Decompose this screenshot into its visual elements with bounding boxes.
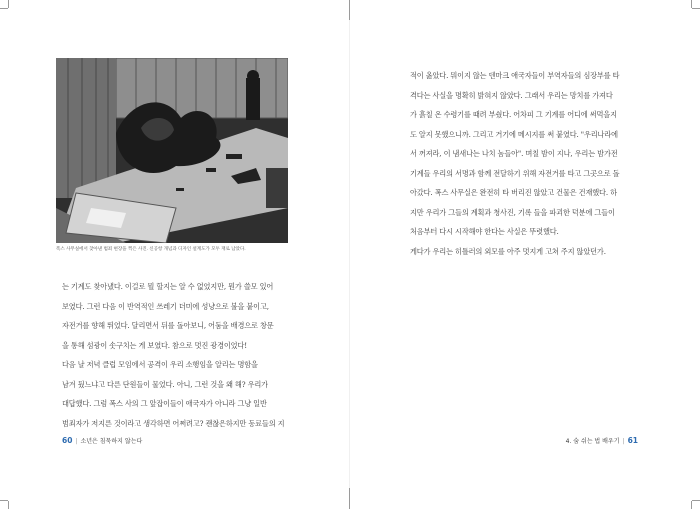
right-page bbox=[350, 0, 700, 509]
footer-separator: | bbox=[75, 438, 78, 445]
running-title: 4. 숨 쉬는 법 배우기 bbox=[565, 438, 620, 445]
left-body-text bbox=[62, 277, 308, 433]
page-number: 60 bbox=[62, 436, 73, 445]
crop-mark bbox=[349, 0, 350, 20]
crop-mark bbox=[691, 501, 692, 509]
body-line: 대답했다. 그럼 폭스 사의 그 앞잡이들이 애국자가 아니라 그냥 일반 bbox=[62, 399, 267, 408]
running-title: 소년은 침묵하지 않는다 bbox=[80, 438, 143, 445]
crop-mark bbox=[692, 500, 700, 501]
body-line: 보였다. 그런 다음 이 반역적인 쓰레기 더미에 성냥으로 불을 붙이고, bbox=[62, 301, 269, 311]
body-line: 자전거를 향해 뛰었다. 달리면서 뒤를 돌아보니, 어둠을 배경으로 창문 bbox=[62, 321, 274, 330]
photo-illustration bbox=[56, 58, 288, 243]
body-line: 아갔다. 폭스 사무실은 완전히 타 버리진 않았고 건물은 건재했다. 하 bbox=[410, 188, 617, 197]
body-line: 다음 날 저녁 클럽 모임에서 공격이 우리 소행임을 알리는 명함을 bbox=[62, 360, 258, 369]
body-line: 도 알지 못했으니까. 그리고 거기에 메시지를 써 붙였다. "우리나라에 bbox=[410, 129, 618, 139]
photo-caption: 폭스 사무실에서 찾아낸 범죄 현장을 찍은 사진. 신공항 개념과 디자인 설계도가 모두 재로 남았다. bbox=[56, 247, 246, 252]
body-line: 지만 우리가 그들의 계획과 청사진, 기록 들을 파괴한 덕분에 그들이 bbox=[410, 207, 615, 217]
right-body-text bbox=[410, 66, 652, 261]
crop-mark bbox=[349, 488, 350, 509]
crop-mark bbox=[8, 501, 9, 509]
burned-office-photo bbox=[56, 58, 288, 243]
body-line: 처음부터 다시 시작해야 한다는 사실은 뚜렷했다. bbox=[410, 227, 559, 236]
body-line: 남겨 뒀느냐고 다른 단원들이 물었다. 아니, 그런 것을 왜 해? 우리가 bbox=[62, 379, 268, 389]
right-page-footer bbox=[566, 436, 638, 445]
crop-mark bbox=[0, 500, 8, 501]
body-line: 가 흙칠 온 수령기를 때려 부쉈다. 어차피 그 기계를 어디에 써먹을지 bbox=[410, 110, 617, 119]
crop-mark bbox=[0, 8, 8, 9]
body-line: 게다가 우리는 히틀러의 외모를 아주 멋지게 고쳐 주지 않았던가. bbox=[410, 246, 606, 256]
left-page-footer bbox=[62, 436, 142, 445]
body-line: 기계들 우리의 서명과 함께 전달하기 위해 자전거를 타고 그곳으로 돌 bbox=[410, 168, 620, 178]
crop-mark bbox=[691, 0, 692, 8]
crop-mark bbox=[8, 0, 9, 8]
body-line: 을 통해 섬광이 솟구치는 게 보였다. 참으로 멋진 광경이었다! bbox=[62, 340, 247, 350]
body-line: 범죄자가 저지른 것이라고 생각하면 어쩌려고? 괜찮은하지만 동료들의 지 bbox=[62, 418, 285, 428]
body-line: 서 꺼져라, 이 냄새나는 나치 놈들아". 며칠 밤이 지나, 우리는 밤가전 bbox=[410, 149, 618, 158]
page-number: 61 bbox=[627, 436, 638, 445]
body-line: 는 기계도 찾아냈다. 이걸로 뭘 할지는 알 수 없었지만, 뭔가 쓸모 있어 bbox=[62, 282, 274, 291]
crop-mark bbox=[692, 8, 700, 9]
body-line: 적이 옳았다. 뭐이지 않는 덴마크 애국자들이 부역자들의 심장부를 타 bbox=[410, 71, 620, 80]
footer-separator: | bbox=[622, 438, 625, 445]
body-line: 격다는 사실을 명확히 밝혀지 않았다. 그래서 우리는 망치를 가져다 bbox=[410, 90, 613, 100]
